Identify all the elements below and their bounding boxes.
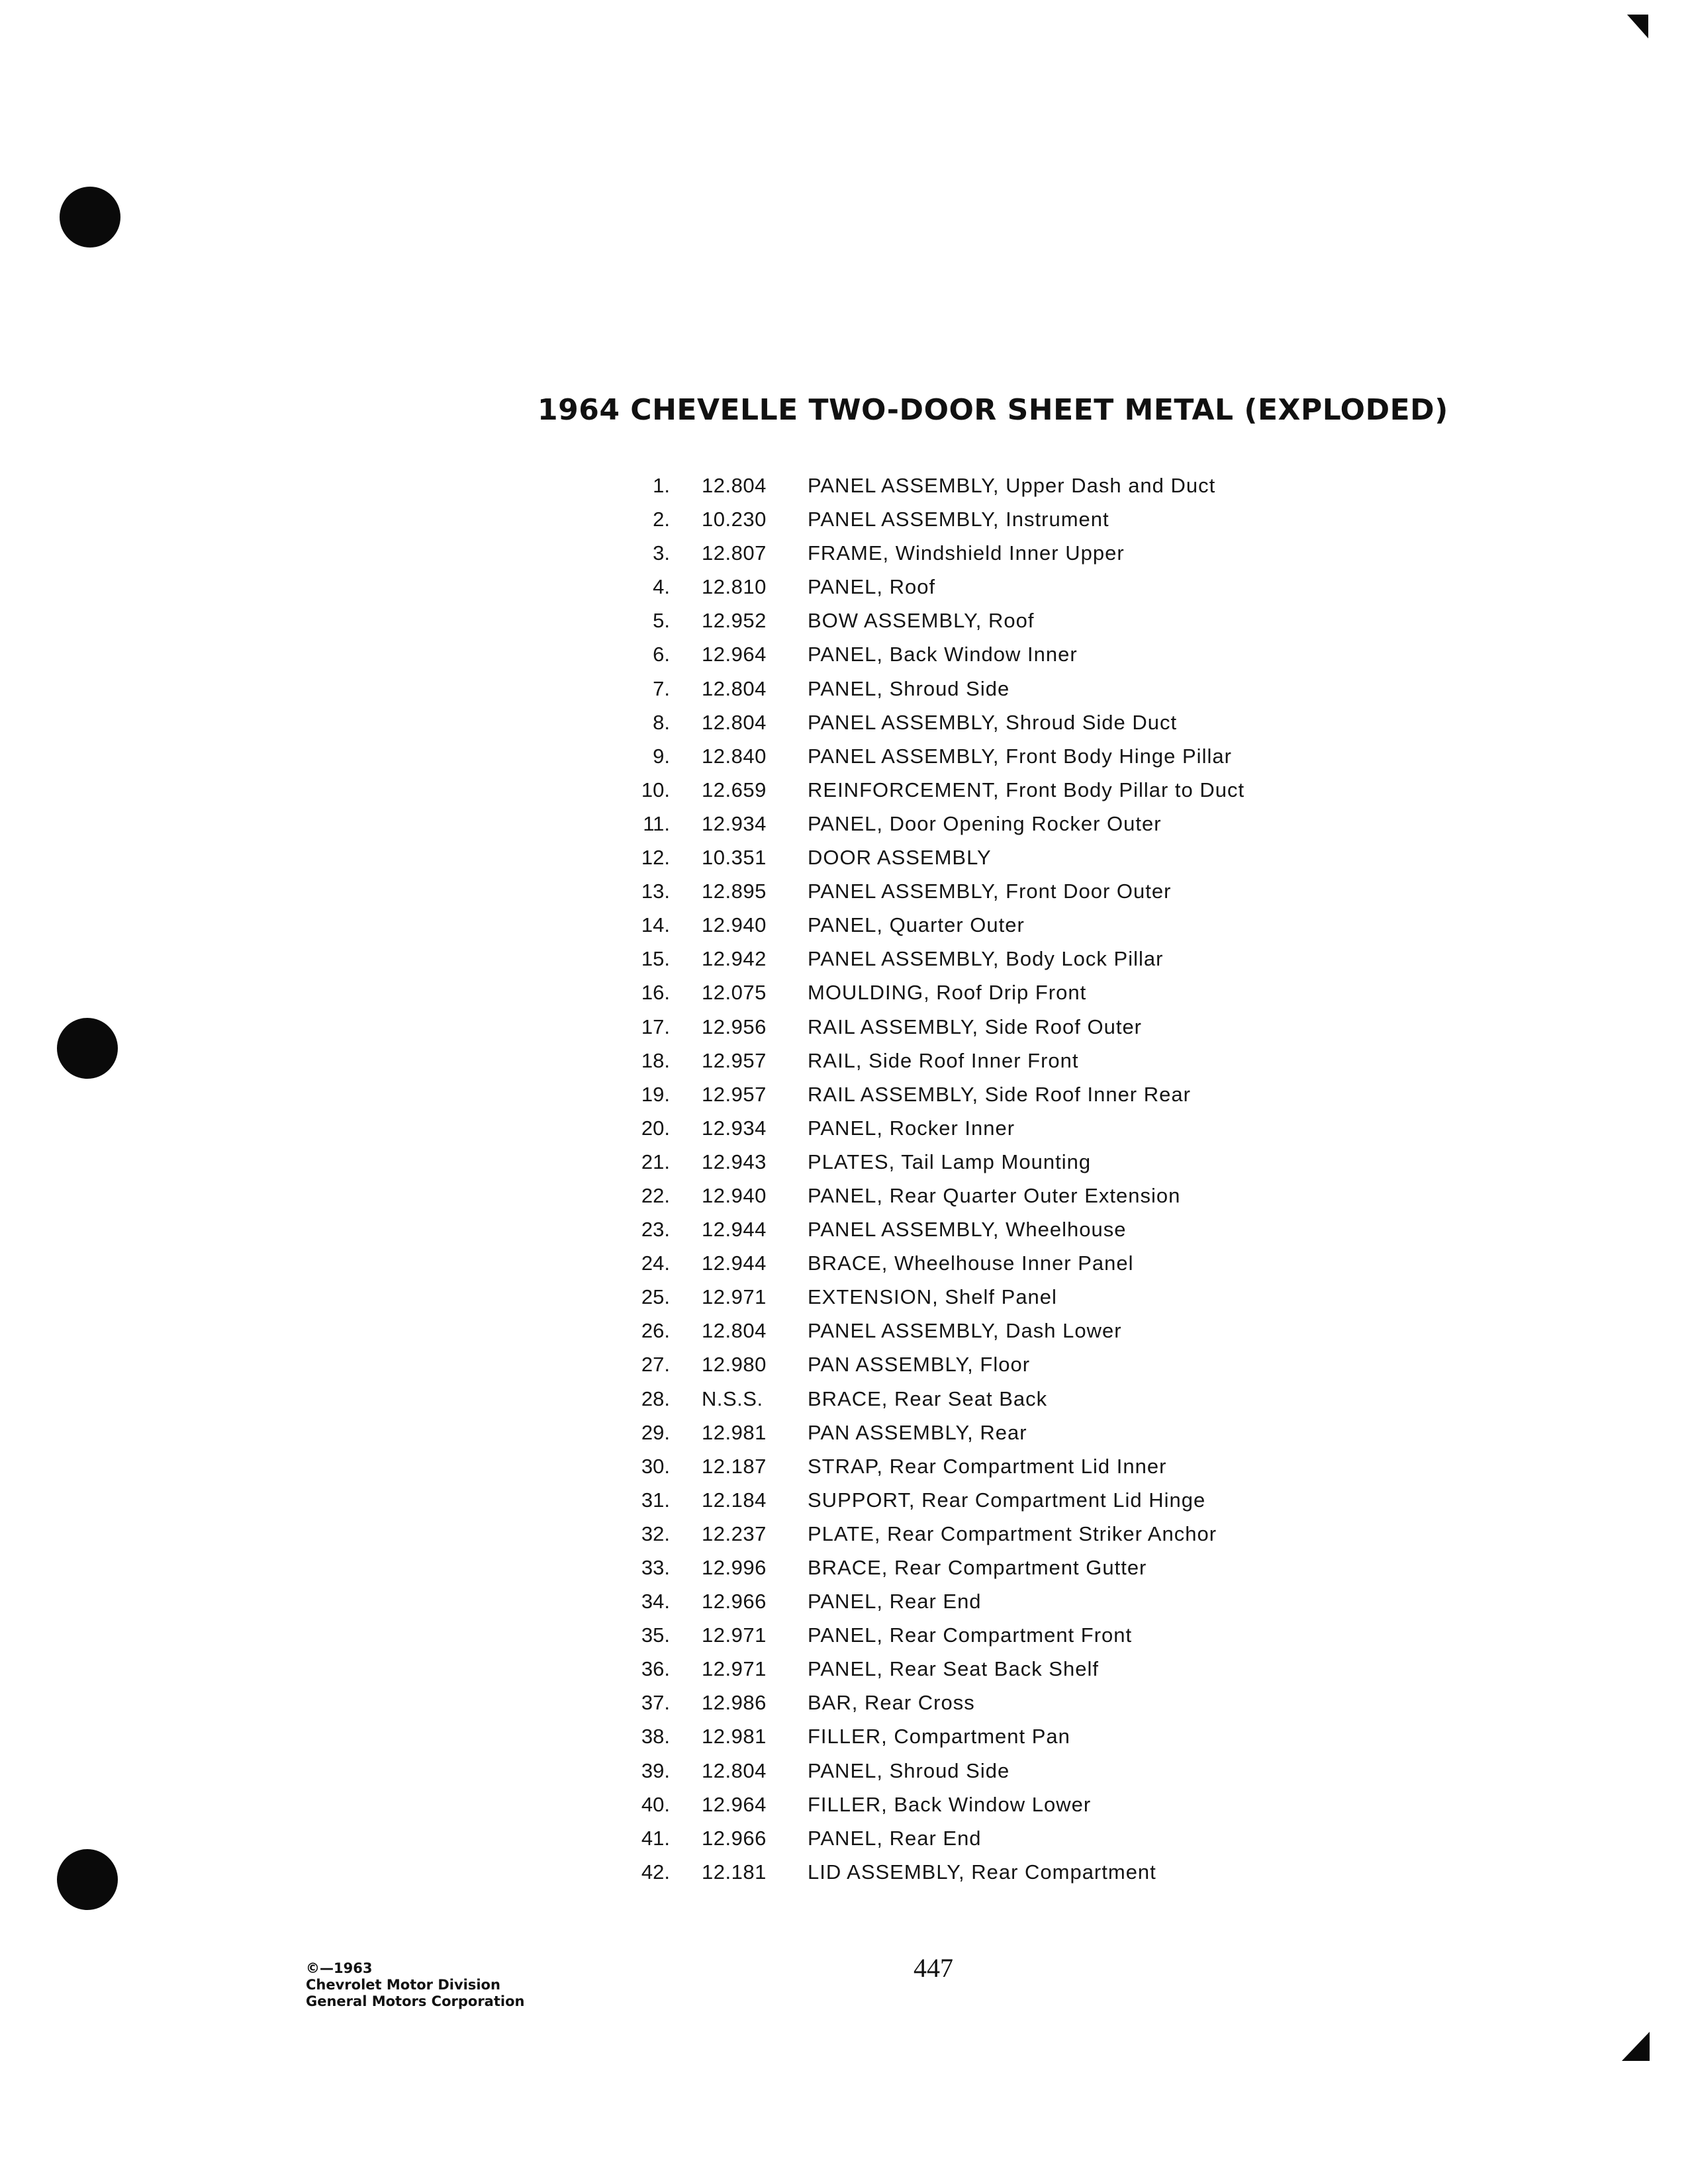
part-number: 36. bbox=[641, 1657, 670, 1681]
parts-list-row bbox=[609, 541, 1403, 575]
parts-list-row bbox=[609, 1319, 1403, 1353]
part-group-code: 12.184 bbox=[702, 1488, 767, 1512]
parts-list-row bbox=[609, 1083, 1403, 1116]
page-title: 1964 CHEVELLE TWO-DOOR SHEET METAL (EXPLODED) bbox=[538, 393, 1448, 427]
parts-list-row bbox=[609, 1015, 1403, 1049]
part-number: 22. bbox=[641, 1183, 670, 1207]
copyright-block bbox=[306, 1960, 524, 2010]
part-number: 24. bbox=[641, 1251, 670, 1275]
punch-hole-top bbox=[60, 187, 120, 248]
part-group-code: 12.971 bbox=[702, 1285, 767, 1309]
part-description: FILLER, Compartment Pan bbox=[808, 1725, 1070, 1749]
parts-list-row bbox=[609, 677, 1403, 711]
punch-hole-middle bbox=[57, 1018, 118, 1079]
part-group-code: 12.804 bbox=[702, 474, 767, 497]
copyright-year: ©—1963 bbox=[306, 1960, 373, 1976]
part-number: 32. bbox=[641, 1522, 670, 1545]
part-description: SUPPORT, Rear Compartment Lid Hinge bbox=[808, 1488, 1206, 1512]
part-number: 20. bbox=[641, 1116, 670, 1140]
parts-list-row bbox=[609, 812, 1403, 846]
parts-list-row bbox=[609, 1251, 1403, 1285]
part-group-code: 12.966 bbox=[702, 1590, 767, 1614]
part-description: PANEL, Rear Compartment Front bbox=[808, 1623, 1133, 1647]
part-group-code: 12.980 bbox=[702, 1353, 767, 1377]
part-number: 21. bbox=[641, 1150, 670, 1173]
part-number: 15. bbox=[641, 947, 670, 971]
part-description: PANEL, Shroud Side bbox=[808, 1758, 1010, 1782]
part-group-code: 12.944 bbox=[702, 1218, 767, 1242]
part-description: PAN ASSEMBLY, Floor bbox=[808, 1353, 1031, 1377]
part-description: PANEL ASSEMBLY, Instrument bbox=[808, 508, 1109, 531]
part-group-code: 12.944 bbox=[702, 1251, 767, 1275]
parts-list-row bbox=[609, 1218, 1403, 1251]
part-number: 4. bbox=[653, 575, 670, 599]
part-number: 10. bbox=[641, 778, 670, 801]
part-description: PANEL, Rocker Inner bbox=[808, 1116, 1015, 1140]
part-group-code: 12.804 bbox=[702, 676, 767, 700]
part-description: DOOR ASSEMBLY bbox=[808, 846, 992, 870]
part-description: PANEL, Shroud Side bbox=[808, 676, 1010, 700]
part-description: PANEL ASSEMBLY, Front Body Hinge Pillar bbox=[808, 744, 1232, 768]
part-group-code: 12.942 bbox=[702, 947, 767, 971]
part-group-code: 12.934 bbox=[702, 811, 767, 835]
parts-list-row bbox=[609, 1387, 1403, 1421]
part-description: RAIL ASSEMBLY, Side Roof Outer bbox=[808, 1015, 1143, 1038]
part-group-code: 12.996 bbox=[702, 1556, 767, 1579]
parts-list-row bbox=[609, 947, 1403, 981]
parts-list-row bbox=[609, 1285, 1403, 1319]
part-group-code: 12.840 bbox=[702, 744, 767, 768]
part-group-code: 12.659 bbox=[702, 778, 767, 801]
part-description: EXTENSION, Shelf Panel bbox=[808, 1285, 1057, 1309]
part-description: RAIL, Side Roof Inner Front bbox=[808, 1048, 1079, 1072]
part-number: 17. bbox=[641, 1015, 670, 1038]
copyright-corporation: General Motors Corporation bbox=[306, 1993, 525, 2009]
part-group-code: 12.957 bbox=[702, 1048, 767, 1072]
part-number: 42. bbox=[641, 1860, 670, 1884]
part-description: PLATES, Tail Lamp Mounting bbox=[808, 1150, 1092, 1173]
part-number: 9. bbox=[653, 744, 670, 768]
parts-list-row bbox=[609, 745, 1403, 778]
part-number: 25. bbox=[641, 1285, 670, 1309]
part-description: PANEL, Rear End bbox=[808, 1826, 982, 1850]
part-description: PANEL, Rear Seat Back Shelf bbox=[808, 1657, 1099, 1681]
part-description: LID ASSEMBLY, Rear Compartment bbox=[808, 1860, 1156, 1884]
parts-list-row bbox=[609, 575, 1403, 609]
part-number: 29. bbox=[641, 1420, 670, 1444]
parts-list-row bbox=[609, 778, 1403, 812]
parts-list-row bbox=[609, 609, 1403, 643]
part-description: PANEL ASSEMBLY, Wheelhouse bbox=[808, 1218, 1127, 1242]
punch-hole-bottom bbox=[57, 1849, 118, 1910]
part-group-code: 12.956 bbox=[702, 1015, 767, 1038]
parts-list-row bbox=[609, 1657, 1403, 1691]
part-number: 35. bbox=[641, 1623, 670, 1647]
part-description: PANEL ASSEMBLY, Body Lock Pillar bbox=[808, 947, 1164, 971]
part-description: STRAP, Rear Compartment Lid Inner bbox=[808, 1454, 1167, 1478]
part-number: 33. bbox=[641, 1556, 670, 1579]
parts-list-row bbox=[609, 1184, 1403, 1218]
part-description: PANEL ASSEMBLY, Front Door Outer bbox=[808, 880, 1172, 903]
part-description: RAIL ASSEMBLY, Side Roof Inner Rear bbox=[808, 1082, 1191, 1106]
part-number: 16. bbox=[641, 981, 670, 1005]
parts-list-row bbox=[609, 474, 1403, 508]
part-number: 14. bbox=[641, 913, 670, 937]
parts-list-row bbox=[609, 1556, 1403, 1590]
part-number: 1. bbox=[653, 474, 670, 497]
parts-list-row bbox=[609, 1860, 1403, 1894]
part-description: REINFORCEMENT, Front Body Pillar to Duct bbox=[808, 778, 1245, 801]
part-description: FILLER, Back Window Lower bbox=[808, 1792, 1092, 1816]
part-description: PANEL, Back Window Inner bbox=[808, 643, 1078, 666]
part-description: PANEL, Roof bbox=[808, 575, 936, 599]
part-number: 2. bbox=[653, 508, 670, 531]
parts-list-row bbox=[609, 1623, 1403, 1657]
part-group-code: 12.804 bbox=[702, 1319, 767, 1343]
part-number: 28. bbox=[641, 1387, 670, 1410]
parts-list-row bbox=[609, 1793, 1403, 1827]
part-group-code: 12.895 bbox=[702, 880, 767, 903]
part-number: 3. bbox=[653, 541, 670, 565]
part-group-code: 12.187 bbox=[702, 1454, 767, 1478]
parts-list-row bbox=[609, 913, 1403, 947]
parts-list-row bbox=[609, 1725, 1403, 1758]
parts-list-row bbox=[609, 981, 1403, 1015]
part-group-code: 12.981 bbox=[702, 1725, 767, 1749]
part-number: 38. bbox=[641, 1725, 670, 1749]
part-description: PANEL, Quarter Outer bbox=[808, 913, 1025, 937]
parts-list bbox=[609, 474, 1403, 1894]
part-number: 19. bbox=[641, 1082, 670, 1106]
parts-list-row bbox=[609, 880, 1403, 913]
parts-list-row bbox=[609, 1421, 1403, 1455]
part-group-code: 12.940 bbox=[702, 913, 767, 937]
part-group-code: 12.075 bbox=[702, 981, 767, 1005]
part-description: BAR, Rear Cross bbox=[808, 1691, 975, 1715]
part-number: 11. bbox=[643, 811, 670, 835]
part-number: 34. bbox=[641, 1590, 670, 1614]
parts-list-row bbox=[609, 1049, 1403, 1083]
part-description: BRACE, Rear Seat Back bbox=[808, 1387, 1048, 1410]
part-number: 27. bbox=[641, 1353, 670, 1377]
corner-mark-top-right bbox=[1627, 15, 1648, 38]
parts-list-row bbox=[609, 1759, 1403, 1793]
part-group-code: 12.964 bbox=[702, 643, 767, 666]
part-number: 30. bbox=[641, 1454, 670, 1478]
part-group-code: 12.943 bbox=[702, 1150, 767, 1173]
part-description: PANEL ASSEMBLY, Dash Lower bbox=[808, 1319, 1122, 1343]
part-description: BRACE, Rear Compartment Gutter bbox=[808, 1556, 1147, 1579]
parts-list-row bbox=[609, 1827, 1403, 1860]
part-group-code: 12.934 bbox=[702, 1116, 767, 1140]
part-group-code: 12.981 bbox=[702, 1420, 767, 1444]
part-number: 12. bbox=[641, 846, 670, 870]
part-number: 37. bbox=[641, 1691, 670, 1715]
parts-list-row bbox=[609, 1488, 1403, 1522]
part-description: PANEL, Door Opening Rocker Outer bbox=[808, 811, 1162, 835]
parts-list-row bbox=[609, 846, 1403, 880]
part-number: 18. bbox=[641, 1048, 670, 1072]
part-description: PLATE, Rear Compartment Striker Anchor bbox=[808, 1522, 1217, 1545]
part-group-code: 12.810 bbox=[702, 575, 767, 599]
part-description: PANEL ASSEMBLY, Shroud Side Duct bbox=[808, 710, 1178, 734]
parts-list-row bbox=[609, 1353, 1403, 1387]
part-group-code: 12.804 bbox=[702, 1758, 767, 1782]
part-number: 5. bbox=[653, 609, 670, 633]
part-group-code: 10.230 bbox=[702, 508, 767, 531]
part-number: 40. bbox=[641, 1792, 670, 1816]
part-description: PAN ASSEMBLY, Rear bbox=[808, 1420, 1027, 1444]
parts-list-row bbox=[609, 643, 1403, 676]
part-number: 7. bbox=[653, 676, 670, 700]
copyright-division: Chevrolet Motor Division bbox=[306, 1977, 500, 1993]
parts-list-row bbox=[609, 1150, 1403, 1184]
part-number: 13. bbox=[641, 880, 670, 903]
part-description: FRAME, Windshield Inner Upper bbox=[808, 541, 1125, 565]
part-group-code: 12.940 bbox=[702, 1183, 767, 1207]
part-number: 39. bbox=[641, 1758, 670, 1782]
parts-list-row bbox=[609, 711, 1403, 745]
part-description: MOULDING, Roof Drip Front bbox=[808, 981, 1087, 1005]
part-description: PANEL, Rear Quarter Outer Extension bbox=[808, 1183, 1181, 1207]
part-group-code: 12.237 bbox=[702, 1522, 767, 1545]
part-description: BRACE, Wheelhouse Inner Panel bbox=[808, 1251, 1134, 1275]
part-description: PANEL, Rear End bbox=[808, 1590, 982, 1614]
parts-list-row bbox=[609, 1691, 1403, 1725]
part-group-code: 12.957 bbox=[702, 1082, 767, 1106]
part-group-code: 12.804 bbox=[702, 710, 767, 734]
part-number: 31. bbox=[641, 1488, 670, 1512]
part-description: PANEL ASSEMBLY, Upper Dash and Duct bbox=[808, 474, 1216, 497]
part-number: 26. bbox=[641, 1319, 670, 1343]
part-group-code: 12.971 bbox=[702, 1657, 767, 1681]
part-number: 41. bbox=[641, 1826, 670, 1850]
part-group-code: 12.964 bbox=[702, 1792, 767, 1816]
part-group-code: 12.966 bbox=[702, 1826, 767, 1850]
part-number: 8. bbox=[653, 710, 670, 734]
parts-list-row bbox=[609, 1455, 1403, 1488]
parts-list-row bbox=[609, 1116, 1403, 1150]
part-number: 23. bbox=[641, 1218, 670, 1242]
parts-list-row bbox=[609, 1522, 1403, 1556]
part-group-code: 10.351 bbox=[702, 846, 767, 870]
corner-mark-bottom-right bbox=[1622, 2032, 1650, 2061]
part-group-code: 12.807 bbox=[702, 541, 767, 565]
part-group-code: 12.181 bbox=[702, 1860, 767, 1884]
part-number: 6. bbox=[653, 643, 670, 666]
part-group-code: 12.971 bbox=[702, 1623, 767, 1647]
part-group-code: N.S.S. bbox=[702, 1387, 763, 1410]
page-number: 447 bbox=[914, 1953, 953, 1983]
parts-list-row bbox=[609, 1590, 1403, 1623]
part-group-code: 12.952 bbox=[702, 609, 767, 633]
part-description: BOW ASSEMBLY, Roof bbox=[808, 609, 1035, 633]
part-group-code: 12.986 bbox=[702, 1691, 767, 1715]
parts-list-row bbox=[609, 508, 1403, 541]
